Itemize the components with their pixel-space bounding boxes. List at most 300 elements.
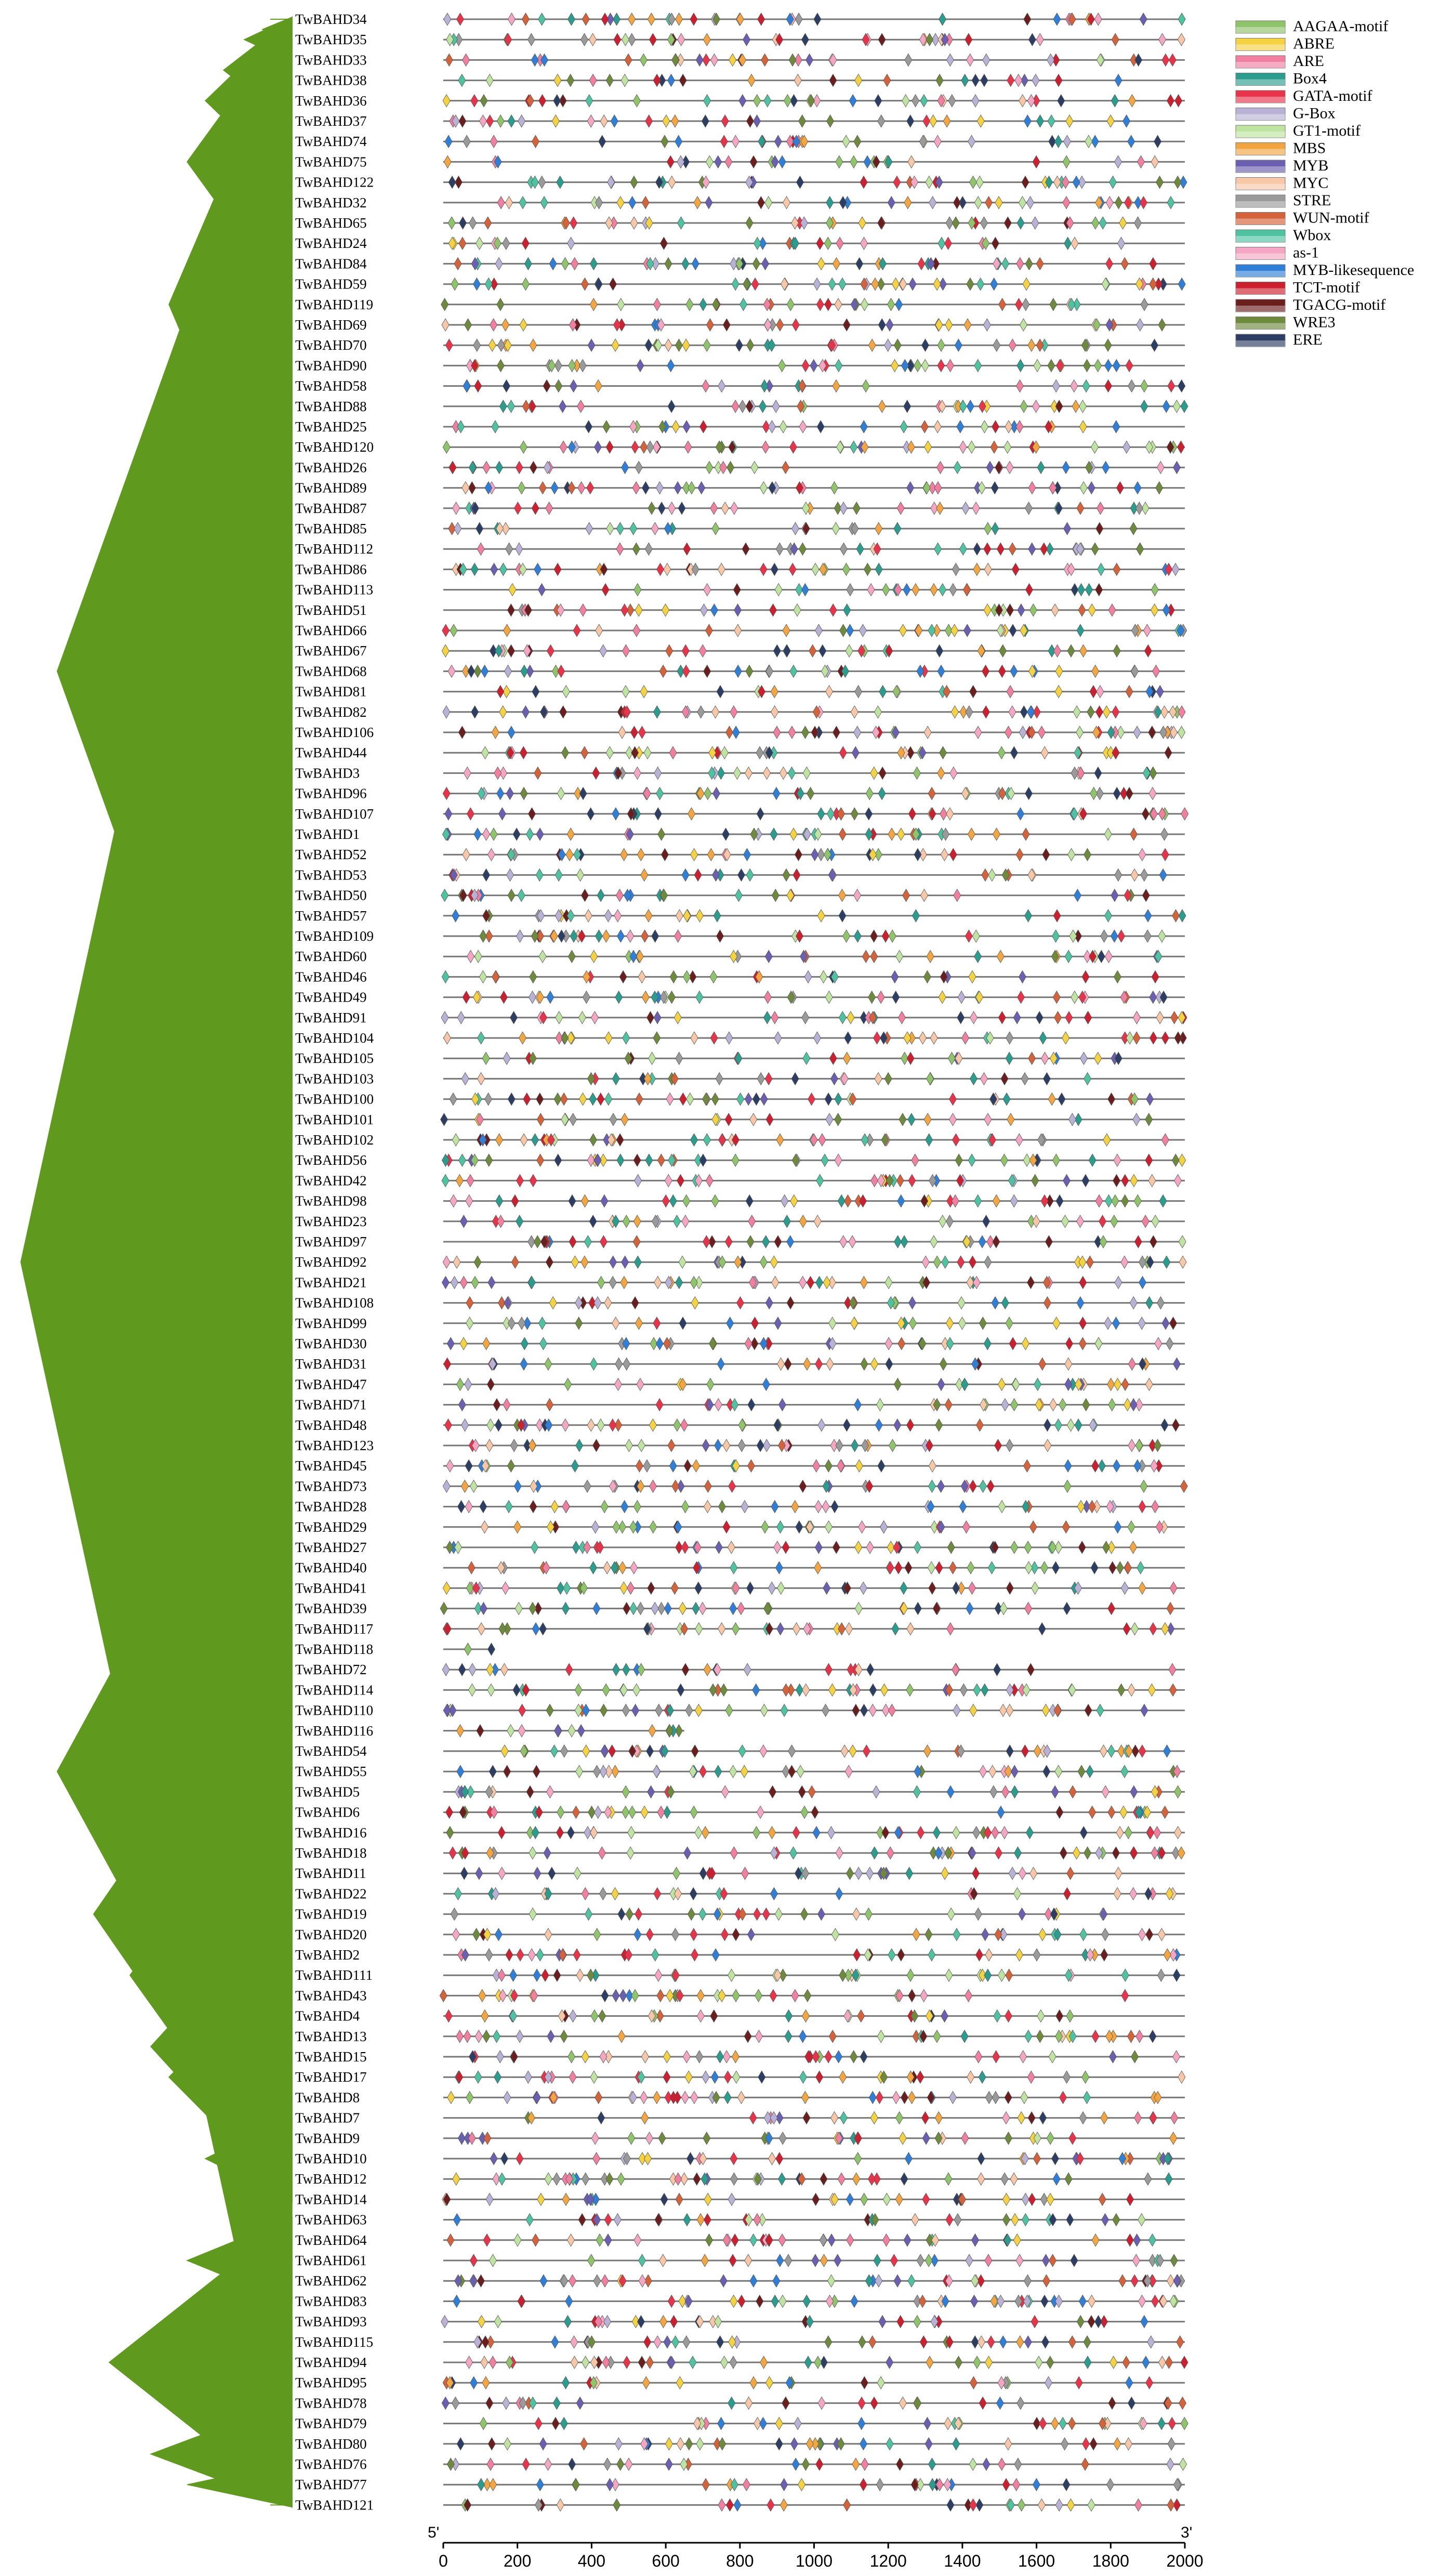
motif-marker <box>1104 339 1112 351</box>
motif-marker <box>640 54 647 66</box>
motif-marker <box>896 950 903 963</box>
motif-marker <box>675 1887 682 1900</box>
motif-marker <box>781 278 788 291</box>
motif-marker <box>629 196 636 209</box>
gene-label: TwBAHD89 <box>295 480 367 496</box>
motif-marker <box>900 278 907 291</box>
motif-marker <box>734 1256 742 1268</box>
motif-marker <box>622 1806 629 1819</box>
motif-marker <box>1123 115 1130 127</box>
motif-marker <box>1029 604 1037 616</box>
motif-marker <box>754 1908 761 1921</box>
motif-marker <box>955 339 962 351</box>
motif-marker <box>1113 645 1120 657</box>
motif-marker <box>568 482 575 494</box>
motif-marker <box>621 74 628 87</box>
legend-label: STRE <box>1293 192 1331 209</box>
motif-marker <box>891 970 899 983</box>
motif-marker <box>447 1337 454 1350</box>
motif-marker <box>954 196 961 209</box>
motif-marker <box>857 2010 865 2022</box>
motif-marker <box>927 2091 934 2104</box>
motif-marker <box>937 767 945 779</box>
motif-marker <box>925 2254 932 2267</box>
motif-marker <box>676 1276 683 1289</box>
motif-marker <box>641 2112 649 2124</box>
motif-marker <box>855 1602 862 1615</box>
motif-marker <box>895 2193 903 2205</box>
motif-marker <box>553 2397 560 2409</box>
motif-marker <box>490 319 497 331</box>
motif-marker <box>1102 278 1109 291</box>
motif-marker <box>929 1460 936 1472</box>
motif-marker <box>978 482 985 494</box>
motif-marker <box>649 1052 656 1064</box>
motif-marker <box>532 135 539 148</box>
motif-marker <box>488 848 495 861</box>
axis-tick-label: 0 <box>439 2552 448 2570</box>
motif-marker <box>1055 135 1062 148</box>
motif-marker <box>781 2478 788 2491</box>
motif-marker <box>650 1480 657 1492</box>
motif-marker <box>894 1419 901 1431</box>
motif-marker <box>520 441 527 453</box>
motif-marker <box>866 787 873 800</box>
motif-marker <box>922 2132 930 2145</box>
motif-marker <box>1026 584 1033 596</box>
motif-marker <box>838 1195 845 1207</box>
motif-marker <box>760 1745 767 1757</box>
motif-marker <box>625 2458 632 2470</box>
motif-marker <box>1084 2356 1091 2369</box>
gene-label: TwBAHD56 <box>295 1152 367 1168</box>
motif-marker <box>554 74 561 87</box>
motif-marker <box>506 787 513 800</box>
motif-marker <box>658 502 665 515</box>
motif-marker <box>895 298 903 311</box>
motif-marker <box>606 2478 613 2491</box>
motif-marker <box>633 1236 640 1248</box>
motif-marker <box>728 1969 735 1981</box>
gene-label: TwBAHD95 <box>295 2375 367 2391</box>
motif-marker <box>1102 1928 1109 1941</box>
motif-marker <box>706 319 714 331</box>
motif-marker <box>746 665 753 677</box>
motif-marker <box>773 2275 780 2287</box>
motif-marker <box>972 74 979 87</box>
motif-marker <box>1114 1378 1121 1390</box>
motif-marker <box>672 2336 679 2348</box>
motif-marker <box>601 1501 608 1513</box>
motif-marker <box>561 1113 569 1126</box>
motif-marker <box>462 482 469 494</box>
motif-marker <box>681 1541 689 1554</box>
motif-marker <box>446 1806 453 1819</box>
gene-label: TwBAHD77 <box>295 2477 367 2493</box>
motif-marker <box>1013 1011 1021 1024</box>
motif-marker <box>802 359 809 372</box>
motif-marker <box>963 584 970 596</box>
motif-marker <box>843 604 851 616</box>
motif-marker <box>1051 1785 1059 1798</box>
motif-marker <box>992 2091 999 2104</box>
motif-marker <box>1141 380 1148 392</box>
motif-marker <box>664 522 671 535</box>
motif-marker <box>770 1887 777 1900</box>
motif-marker <box>1094 767 1102 779</box>
motif-marker <box>840 624 847 637</box>
motif-marker <box>508 1317 515 1330</box>
motif-marker <box>522 706 529 718</box>
motif-marker <box>469 461 476 474</box>
motif-marker <box>1082 380 1090 392</box>
motif-marker <box>1079 1317 1087 1330</box>
motif-marker <box>1021 1745 1028 1757</box>
motif-marker <box>480 2417 487 2430</box>
motif-marker <box>538 584 546 596</box>
motif-marker <box>485 1154 493 1166</box>
motif-marker <box>915 624 922 637</box>
motif-marker <box>924 1745 931 1757</box>
motif-marker <box>846 645 853 657</box>
motif-marker <box>927 1072 934 1085</box>
motif-marker <box>796 930 803 942</box>
motif-marker <box>604 2316 611 2328</box>
motif-marker <box>1064 522 1071 535</box>
motif-marker <box>651 522 658 535</box>
motif-marker <box>577 400 585 413</box>
motif-marker <box>1122 2356 1130 2369</box>
motif-marker <box>737 1602 745 1615</box>
motif-marker <box>745 2254 752 2267</box>
motif-marker <box>750 828 758 840</box>
motif-marker <box>457 420 465 433</box>
motif-marker <box>691 848 698 861</box>
motif-marker <box>697 706 705 718</box>
motif-marker <box>583 991 590 1004</box>
motif-marker <box>1053 910 1061 922</box>
motif-marker <box>1002 257 1009 270</box>
motif-marker <box>458 726 466 739</box>
motif-marker <box>928 787 935 800</box>
gene-label: TwBAHD102 <box>295 1132 374 1148</box>
motif-marker <box>490 828 497 840</box>
motif-marker <box>653 706 661 718</box>
motif-marker <box>1178 13 1185 25</box>
motif-marker <box>457 13 464 25</box>
gene-label: TwBAHD49 <box>295 989 367 1005</box>
motif-marker <box>1125 196 1132 209</box>
motif-marker <box>540 2275 547 2287</box>
motif-marker <box>1149 2030 1156 2043</box>
motif-marker <box>657 563 664 575</box>
motif-marker <box>595 1806 602 1819</box>
motif-marker <box>487 1684 495 1696</box>
motif-marker <box>912 584 919 596</box>
motif-marker <box>879 2316 886 2328</box>
motif-marker <box>490 2152 497 2165</box>
motif-marker <box>984 1337 991 1350</box>
motif-marker <box>679 1256 686 1268</box>
motif-marker <box>445 808 452 820</box>
motif-marker <box>861 1358 868 1370</box>
motif-marker <box>443 1582 450 1594</box>
motif-marker <box>548 1867 556 1880</box>
motif-marker <box>974 196 982 209</box>
motif-marker <box>702 2071 709 2083</box>
motif-marker <box>898 1011 905 1024</box>
motif-marker <box>1095 2316 1102 2328</box>
motif-marker <box>1173 1358 1180 1370</box>
motif-marker <box>1110 2356 1117 2369</box>
motif-marker <box>1084 1072 1091 1085</box>
motif-marker <box>765 1297 773 1309</box>
motif-marker <box>865 828 873 840</box>
motif-marker <box>1139 848 1146 861</box>
motif-marker <box>944 2417 952 2430</box>
motif-marker <box>736 1297 744 1309</box>
motif-marker <box>551 1501 558 1513</box>
motif-marker <box>660 237 667 249</box>
motif-marker <box>1126 787 1133 800</box>
motif-marker <box>702 115 709 127</box>
motif-marker <box>776 1134 784 1146</box>
motif-marker <box>683 2336 690 2348</box>
axis-tick-label: 600 <box>652 2552 680 2570</box>
motif-marker <box>585 1908 592 1921</box>
motif-marker <box>772 1276 779 1289</box>
motif-marker <box>894 339 901 351</box>
motif-marker <box>1114 1887 1121 1900</box>
motif-marker <box>861 2376 868 2389</box>
motif-marker <box>1128 1358 1135 1370</box>
motif-marker <box>545 1928 552 1941</box>
motif-marker <box>1079 2295 1086 2307</box>
motif-marker <box>468 1684 475 1696</box>
motif-marker <box>450 1093 457 1106</box>
motif-marker <box>631 1989 639 2002</box>
motif-marker <box>453 2295 460 2307</box>
motif-marker <box>623 1032 630 1044</box>
motif-marker <box>690 1806 697 1819</box>
motif-marker <box>924 441 932 453</box>
motif-marker <box>498 1867 506 1880</box>
motif-marker <box>637 1602 644 1615</box>
motif-marker <box>691 1297 698 1309</box>
motif-marker <box>610 1256 617 1268</box>
motif-marker <box>855 686 862 698</box>
motif-marker <box>967 54 974 66</box>
motif-marker <box>1027 706 1034 718</box>
motif-marker <box>860 1276 867 1289</box>
motif-marker <box>530 1501 537 1513</box>
motif-marker <box>584 1236 591 1248</box>
motif-marker <box>1020 706 1027 718</box>
motif-marker <box>878 33 886 46</box>
motif-marker <box>862 380 869 392</box>
motif-marker <box>675 1521 682 1533</box>
motif-marker <box>688 1908 695 1921</box>
motif-marker <box>480 1602 487 1615</box>
motif-marker <box>600 2051 607 2063</box>
motif-marker <box>778 1439 785 1452</box>
motif-marker <box>757 1439 764 1452</box>
motif-marker <box>978 645 985 657</box>
motif-marker <box>579 787 587 800</box>
motif-marker <box>897 1195 905 1207</box>
motif-marker <box>704 1480 711 1492</box>
motif-marker <box>878 319 886 331</box>
motif-marker <box>1017 808 1024 820</box>
motif-marker <box>1121 1174 1129 1187</box>
motif-marker <box>779 2132 786 2145</box>
motif-marker <box>692 257 699 270</box>
motif-marker <box>562 2193 570 2205</box>
motif-marker <box>1092 665 1099 677</box>
motif-marker <box>612 808 619 820</box>
motif-marker <box>595 2091 602 2104</box>
motif-marker <box>710 604 718 616</box>
motif-marker <box>1181 2417 1188 2430</box>
motif-marker <box>654 767 662 779</box>
motif-marker <box>641 930 649 942</box>
motif-marker <box>582 1887 589 1900</box>
motif-marker <box>871 278 879 291</box>
motif-marker <box>1127 2193 1134 2205</box>
motif-marker <box>876 2091 883 2104</box>
legend-swatch-shade <box>1236 166 1285 173</box>
motif-marker <box>843 1419 850 1431</box>
motif-marker <box>849 1297 856 1309</box>
motif-marker <box>926 33 933 46</box>
motif-marker <box>1060 2091 1067 2104</box>
motif-marker <box>983 319 990 331</box>
motif-marker <box>496 461 503 474</box>
motif-marker <box>598 1847 605 1859</box>
motif-marker <box>605 1032 612 1044</box>
motif-marker <box>588 2254 595 2267</box>
motif-marker <box>710 54 718 66</box>
motif-marker <box>1088 2499 1095 2511</box>
motif-marker <box>1079 1256 1086 1268</box>
motif-marker <box>518 1317 525 1330</box>
motif-marker <box>601 13 609 25</box>
motif-marker <box>974 726 982 739</box>
motif-marker <box>463 991 470 1004</box>
motif-marker <box>1141 298 1148 311</box>
motif-marker <box>1128 2397 1135 2409</box>
motif-marker <box>567 1826 574 1839</box>
motif-marker <box>703 339 710 351</box>
motif-marker <box>897 828 905 840</box>
motif-marker <box>1148 1174 1156 1187</box>
motif-marker <box>686 298 693 311</box>
motif-marker <box>465 1460 472 1472</box>
motif-marker <box>457 2438 464 2450</box>
gene-label: TwBAHD30 <box>295 1336 367 1351</box>
motif-marker <box>671 115 679 127</box>
motif-marker <box>678 217 685 229</box>
gene-label: TwBAHD83 <box>295 2293 367 2309</box>
motif-marker <box>712 869 720 881</box>
motif-marker <box>1160 2295 1167 2307</box>
motif-marker <box>1152 1501 1159 1513</box>
motif-marker <box>653 1317 661 1330</box>
motif-marker <box>583 1704 590 1717</box>
motif-marker <box>497 686 504 698</box>
motif-marker <box>839 1011 846 1024</box>
motif-marker <box>833 257 840 270</box>
motif-marker <box>712 298 720 311</box>
motif-marker <box>612 1989 619 2002</box>
motif-marker <box>1006 461 1013 474</box>
motif-marker <box>860 176 867 189</box>
motif-marker <box>503 1399 510 1411</box>
motif-marker <box>485 278 492 291</box>
motif-marker <box>945 319 953 331</box>
motif-marker <box>1028 869 1035 881</box>
motif-marker <box>508 645 515 657</box>
motif-marker <box>668 400 675 413</box>
gene-label: TwBAHD96 <box>295 785 367 801</box>
motif-marker <box>1005 726 1012 739</box>
motif-marker <box>732 400 739 413</box>
motif-marker <box>587 1154 595 1166</box>
motif-marker <box>1178 2071 1185 2083</box>
gene-label: TwBAHD5 <box>295 1784 360 1800</box>
motif-marker <box>547 645 554 657</box>
motif-marker <box>474 950 482 963</box>
motif-marker <box>501 1663 508 1676</box>
motif-marker <box>599 1887 606 1900</box>
motif-marker <box>1000 1602 1007 1615</box>
motif-marker <box>1071 991 1078 1004</box>
motif-marker <box>981 420 988 433</box>
motif-marker <box>1112 33 1119 46</box>
motif-marker <box>1161 828 1168 840</box>
motif-marker <box>901 359 908 372</box>
motif-marker <box>803 2112 810 2124</box>
motif-marker <box>918 257 925 270</box>
motif-marker <box>914 1541 921 1554</box>
motif-marker <box>1058 95 1065 107</box>
motif-marker <box>730 1847 737 1859</box>
motif-marker <box>1150 1623 1157 1635</box>
motif-marker <box>606 522 614 535</box>
motif-marker <box>520 1134 527 1146</box>
motif-marker <box>1043 1765 1050 1778</box>
motif-marker <box>524 2071 532 2083</box>
motif-marker <box>466 1317 473 1330</box>
motif-marker <box>1006 1032 1013 1044</box>
motif-marker <box>959 543 967 555</box>
motif-marker <box>1028 543 1036 555</box>
motif-marker <box>961 2132 969 2145</box>
motif-marker <box>1036 2030 1043 2043</box>
motif-marker <box>1018 604 1025 616</box>
motif-marker <box>582 2051 589 2063</box>
motif-marker <box>768 339 775 351</box>
motif-marker <box>821 1154 828 1166</box>
motif-marker <box>567 237 575 249</box>
motif-marker <box>631 441 639 453</box>
motif-marker <box>1013 2234 1021 2246</box>
motif-marker <box>847 584 854 596</box>
motif-marker <box>1158 1928 1165 1941</box>
motif-marker <box>578 482 585 494</box>
motif-marker <box>518 889 525 902</box>
motif-marker <box>709 746 716 759</box>
